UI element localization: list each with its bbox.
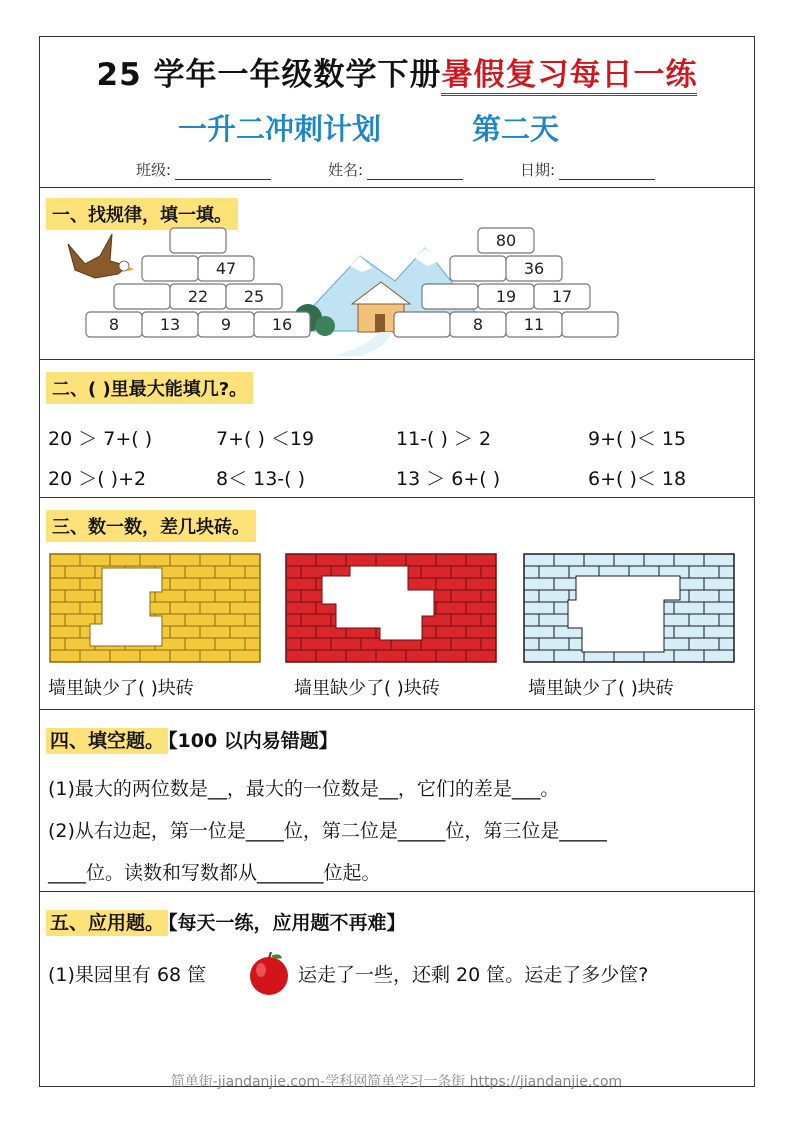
brick — [481, 590, 496, 602]
brick-l-r2-1 — [142, 256, 198, 281]
brick — [200, 626, 230, 638]
section-pattern — [40, 187, 754, 359]
brick — [376, 650, 406, 662]
brick — [524, 590, 539, 602]
expr-1-4: 9+( )＜ 15 — [588, 428, 687, 450]
brick — [301, 614, 331, 626]
brick — [406, 554, 436, 566]
brick — [200, 650, 230, 662]
brick — [466, 626, 496, 638]
brick — [704, 626, 734, 638]
brick — [451, 614, 481, 626]
brick — [524, 566, 539, 578]
brick — [50, 626, 80, 638]
brick — [614, 554, 644, 566]
brick — [346, 554, 376, 566]
brick — [200, 554, 230, 566]
brick — [185, 590, 215, 602]
brick — [539, 566, 569, 578]
right-r4-value-1: 8 — [472, 315, 484, 334]
brick — [436, 650, 466, 662]
brick — [50, 638, 65, 650]
brick — [436, 554, 466, 566]
brick — [674, 602, 704, 614]
section1-title: 一、找规律，填一填。 — [46, 198, 238, 230]
brick — [436, 626, 466, 638]
apple-icon — [246, 950, 292, 996]
brick — [524, 554, 554, 566]
expr-2-1: 20 ＞( )+2 — [48, 468, 147, 490]
title-black: 25 学年一年级数学下册 — [96, 57, 442, 93]
brick — [286, 602, 316, 614]
brick-l-r3-1 — [114, 284, 170, 309]
brick — [215, 614, 245, 626]
brick — [316, 554, 346, 566]
brick-r-r4-4 — [562, 312, 618, 337]
brick-wall-3 — [524, 554, 734, 662]
brick — [704, 602, 734, 614]
brick — [185, 566, 215, 578]
brick — [524, 578, 554, 590]
brick — [406, 650, 436, 662]
section4-tag: 【100 以内易错题】 — [168, 730, 338, 752]
section5-heading — [46, 908, 406, 935]
section5-tag: 【每天一练，应用题不再难】 — [168, 912, 406, 934]
left-r3-value-1: 22 — [187, 287, 209, 306]
brick — [704, 578, 734, 590]
expr-2-4: 6+( )＜ 18 — [588, 468, 687, 490]
title-red: 暑假复习每日一练 — [441, 57, 697, 96]
brick — [674, 554, 704, 566]
section-count-bricks — [40, 497, 754, 709]
brick — [719, 614, 734, 626]
brick — [436, 602, 466, 614]
section4-title: 四、填空题。 — [46, 728, 168, 754]
brick — [451, 566, 481, 578]
brick — [719, 566, 734, 578]
expr-2-3: 13 ＞ 6+( ) — [396, 468, 501, 490]
left-r4-value-1: 8 — [108, 315, 120, 334]
brick — [524, 614, 539, 626]
brick — [185, 638, 215, 650]
eagle-icon — [68, 234, 134, 278]
left-r3-value-2: 25 — [243, 287, 265, 306]
brick — [286, 554, 316, 566]
page-title — [40, 49, 754, 94]
brick — [230, 650, 260, 662]
brick-walls — [40, 552, 754, 668]
brick — [524, 638, 539, 650]
brick — [316, 650, 346, 662]
class-line — [175, 166, 271, 180]
date-label: 日期: — [520, 161, 556, 179]
right-r3-value-2: 17 — [551, 287, 573, 306]
right-r2-value: 36 — [523, 259, 545, 278]
brick — [286, 650, 316, 662]
brick — [110, 554, 140, 566]
section-word-problem — [40, 891, 754, 1088]
wall-hole — [568, 576, 680, 652]
brick — [689, 638, 719, 650]
name-field[interactable] — [328, 159, 463, 180]
brick — [689, 566, 719, 578]
brick — [65, 590, 95, 602]
brick — [170, 650, 200, 662]
footer-watermark: 简单街-jiandanjie.com-学科网简单学习一条街 https://jiandanjie.com — [170, 1074, 623, 1090]
section3-title: 三、数一数，差几块砖。 — [46, 510, 256, 542]
brick — [539, 614, 569, 626]
section4-heading — [46, 726, 338, 753]
brick — [286, 614, 301, 626]
brick — [230, 554, 260, 566]
q4-2-line2: ____位。读数和写数都从_______位起。 — [48, 862, 381, 884]
brick — [50, 578, 80, 590]
brick — [481, 614, 496, 626]
name-label: 姓名: — [328, 161, 364, 179]
brick — [170, 602, 200, 614]
brick — [466, 578, 496, 590]
brick — [230, 626, 260, 638]
brick — [50, 650, 80, 662]
brick — [286, 626, 316, 638]
brick — [80, 554, 110, 566]
brick — [80, 650, 110, 662]
brick — [704, 554, 734, 566]
brick-r-r2-1 — [450, 256, 506, 281]
brick — [170, 578, 200, 590]
left-r4-value-2: 13 — [159, 315, 181, 334]
wall-caption-1: 墙里缺少了( )块砖 — [48, 678, 194, 699]
brick — [50, 554, 80, 566]
class-field[interactable] — [136, 159, 271, 180]
brick — [50, 614, 65, 626]
brick — [170, 626, 200, 638]
brick-l-r1 — [170, 228, 226, 253]
q4-2-line1: (2)从右边起，第一位是____位，第二位是_____位，第三位是_____ — [48, 820, 607, 842]
brick — [140, 554, 170, 566]
brick — [524, 626, 554, 638]
brick — [286, 638, 301, 650]
brick — [301, 638, 331, 650]
brick — [286, 578, 316, 590]
brick — [346, 650, 376, 662]
brick — [539, 590, 569, 602]
brick — [554, 554, 584, 566]
brick — [215, 638, 245, 650]
brick — [554, 650, 584, 662]
date-line — [559, 166, 655, 180]
wall-caption-2: 墙里缺少了( )块砖 — [294, 678, 440, 699]
brick — [65, 566, 95, 578]
brick — [230, 578, 260, 590]
brick — [584, 554, 614, 566]
brick — [215, 566, 245, 578]
subtitle-plan: 一升二冲刺计划 — [178, 112, 382, 146]
brick — [331, 638, 361, 650]
brick — [689, 614, 719, 626]
brick — [50, 602, 80, 614]
right-r4-value-2: 11 — [523, 315, 545, 334]
q4-1: (1)最大的两位数是__，最大的一位数是__，它们的差是___。 — [48, 778, 560, 800]
brick — [421, 566, 451, 578]
brick — [481, 638, 496, 650]
brick — [719, 638, 734, 650]
right-r3-value-1: 19 — [495, 287, 517, 306]
expr-1-2: 7+( ) ＜19 — [216, 428, 315, 450]
brick-r-r3-1 — [422, 284, 478, 309]
brick — [245, 638, 260, 650]
brick — [466, 554, 496, 566]
brick — [466, 650, 496, 662]
brick — [376, 554, 406, 566]
brick — [140, 650, 170, 662]
right-r1-value: 80 — [495, 231, 517, 250]
brick — [286, 566, 301, 578]
brick — [245, 566, 260, 578]
name-line — [367, 166, 463, 180]
brick — [644, 554, 674, 566]
expr-2-2: 8＜ 13-( ) — [216, 468, 306, 490]
brick — [524, 650, 554, 662]
brick — [436, 578, 466, 590]
brick-wall-1 — [50, 554, 260, 662]
q5-1-start: (1)果园里有 68 筐 — [48, 964, 207, 986]
date-field[interactable] — [520, 159, 655, 180]
brick — [110, 650, 140, 662]
q5-1-end: 运走了一些，还剩 20 筐。运走了多少筐? — [298, 964, 649, 986]
section2-title: 二、( )里最大能填几?。 — [46, 372, 253, 404]
brick — [406, 578, 436, 590]
brick — [481, 566, 496, 578]
brick — [215, 590, 245, 602]
brick — [539, 638, 569, 650]
brick — [200, 602, 230, 614]
expr-1-1: 20 ＞ 7+( ) — [48, 428, 153, 450]
brick — [286, 590, 301, 602]
brick — [200, 578, 230, 590]
brick — [170, 554, 200, 566]
brick — [230, 602, 260, 614]
brick — [689, 590, 719, 602]
section-fill-max — [40, 359, 754, 497]
brick-r-r4-1 — [394, 312, 450, 337]
brick — [245, 614, 260, 626]
brick — [50, 566, 65, 578]
brick — [421, 638, 451, 650]
brick — [245, 590, 260, 602]
brick — [185, 614, 215, 626]
brick — [451, 638, 481, 650]
left-r2-value: 47 — [215, 259, 237, 278]
brick — [704, 650, 734, 662]
expr-1-3: 11-( ) ＞ 2 — [396, 428, 492, 450]
left-r4-value-3: 9 — [220, 315, 232, 334]
brick — [466, 602, 496, 614]
left-r4-value-4: 16 — [271, 315, 293, 334]
brick — [451, 590, 481, 602]
section-fill-blanks — [40, 709, 754, 891]
section5-title: 五、应用题。 — [46, 910, 168, 936]
brick — [719, 590, 734, 602]
pyramid-illustration — [40, 226, 754, 356]
brick — [524, 602, 554, 614]
wall-caption-3: 墙里缺少了( )块砖 — [528, 678, 674, 699]
left-pyramid — [86, 228, 310, 337]
brick-wall-2 — [286, 554, 496, 662]
subtitle-day: 第二天 — [472, 112, 560, 146]
worksheet — [39, 36, 755, 1087]
brick — [50, 590, 65, 602]
brick — [674, 650, 704, 662]
class-label: 班级: — [136, 161, 172, 179]
brick — [674, 626, 704, 638]
